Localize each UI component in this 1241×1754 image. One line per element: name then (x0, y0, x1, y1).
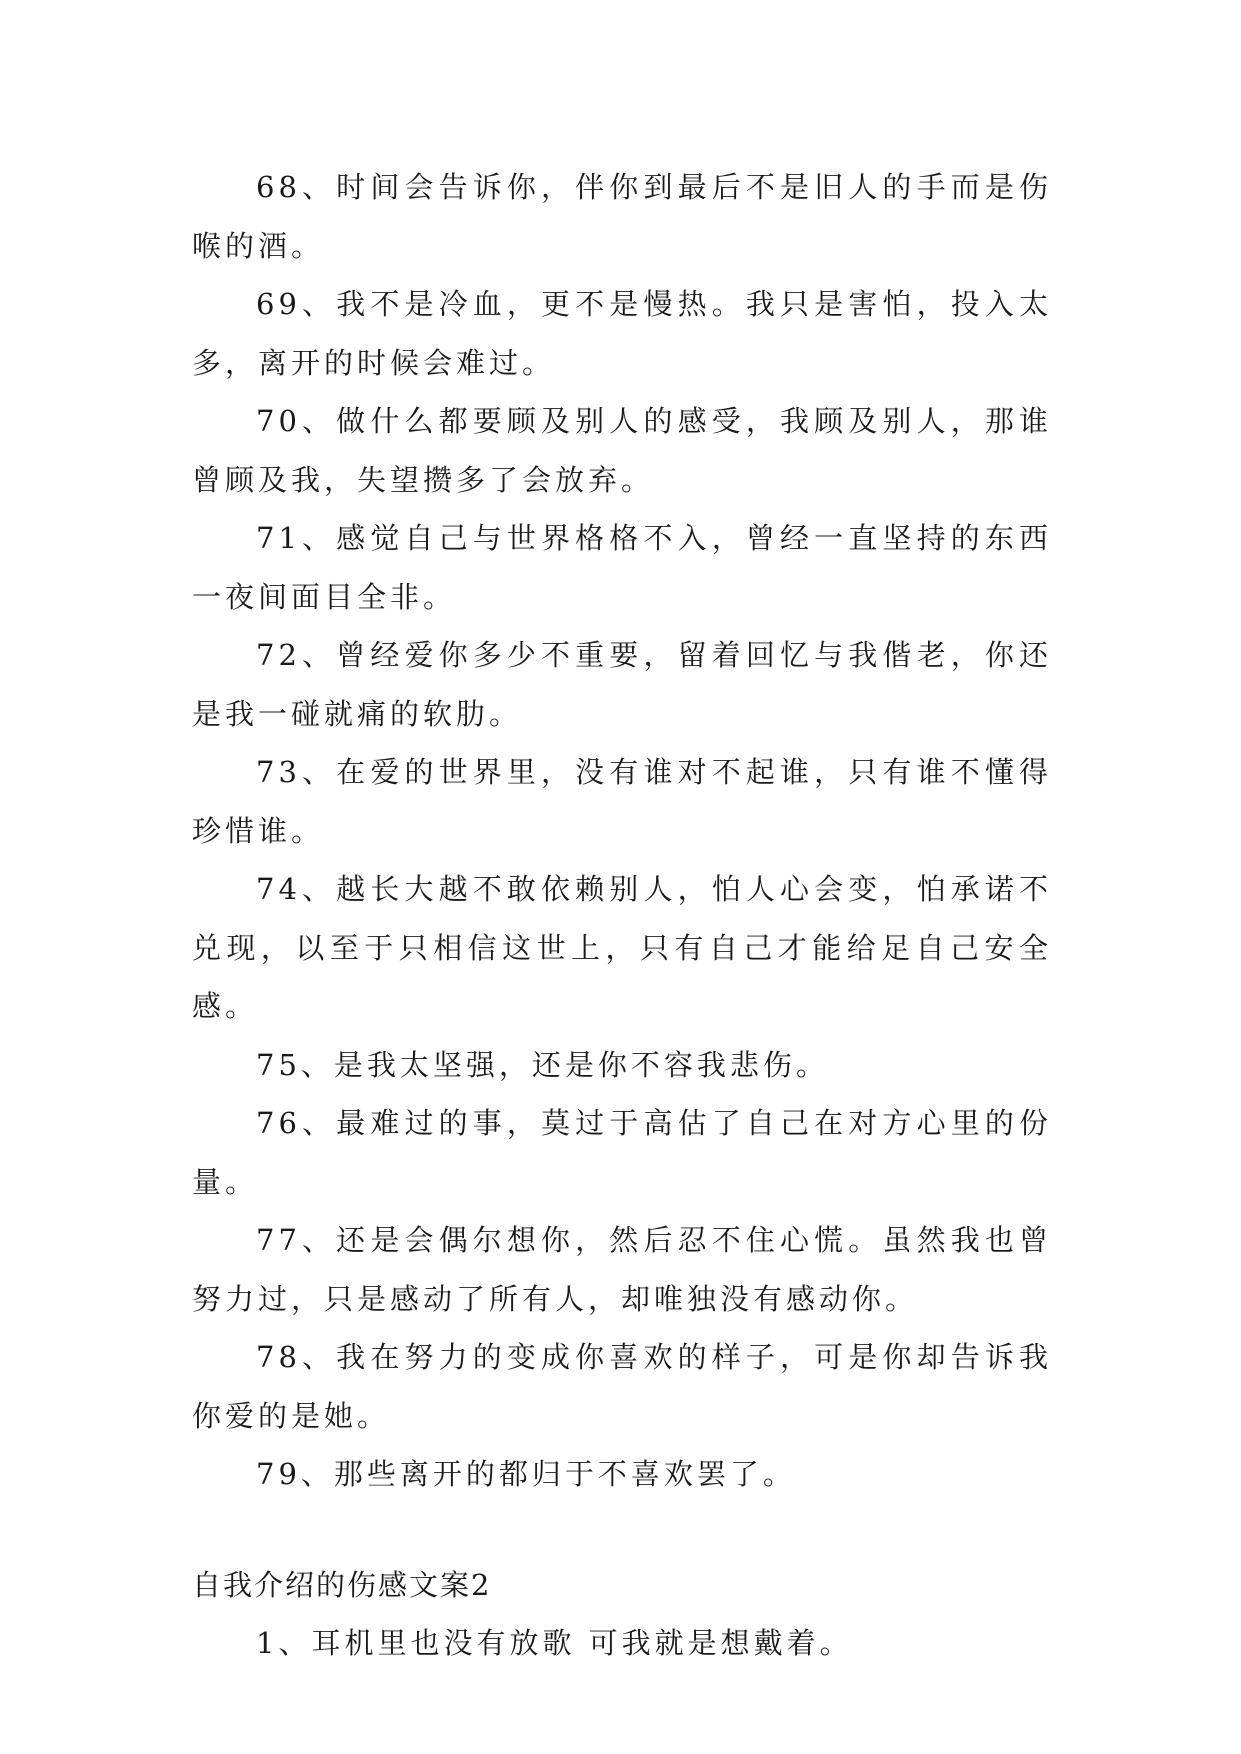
paragraph-77: 77、还是会偶尔想你，然后忍不住心慌。虽然我也曾努力过，只是感动了所有人，却唯独没有感动你。 (192, 1223, 1052, 1316)
paragraph-72: 72、曾经爱你多少不重要，留着回忆与我偕老，你还是我一碰就痛的软肋。 (192, 638, 1052, 731)
paragraph-1: 1、耳机里也没有放歌 可我就是想戴着。 (256, 1626, 853, 1660)
paragraph-70: 70、做什么都要顾及别人的感受，我顾及别人，那谁曾顾及我，失望攒多了会放弃。 (192, 404, 1052, 497)
paragraph-79: 79、那些离开的都归于不喜欢罢了。 (256, 1457, 796, 1491)
paragraph-75: 75、是我太坚强，还是你不容我悲伤。 (256, 1047, 829, 1082)
paragraph-78: 78、我在努力的变成你喜欢的样子，可是你却告诉我你爱的是她。 (192, 1340, 1052, 1433)
paragraph-68: 68、时间会告诉你，伴你到最后不是旧人的手而是伤喉的酒。 (192, 170, 1052, 263)
paragraph-74: 74、越长大越不敢依赖别人，怕人心会变，怕承诺不兑现，以至于只相信这世上，只有自己才能给足自己安全感。 (192, 872, 1052, 1023)
paragraph-73: 73、在爱的世界里，没有谁对不起谁，只有谁不懂得珍惜谁。 (192, 755, 1052, 848)
section-heading: 自我介绍的伤感文案2 (192, 1567, 492, 1602)
document-page (192, 158, 1052, 1673)
paragraph-76: 76、最难过的事，莫过于高估了自己在对方心里的份量。 (192, 1106, 1052, 1199)
paragraph-71: 71、感觉自己与世界格格不入，曾经一直坚持的东西一夜间面目全非。 (192, 521, 1052, 614)
paragraph-69: 69、我不是冷血，更不是慢热。我只是害怕，投入太多，离开的时候会难过。 (192, 287, 1052, 380)
